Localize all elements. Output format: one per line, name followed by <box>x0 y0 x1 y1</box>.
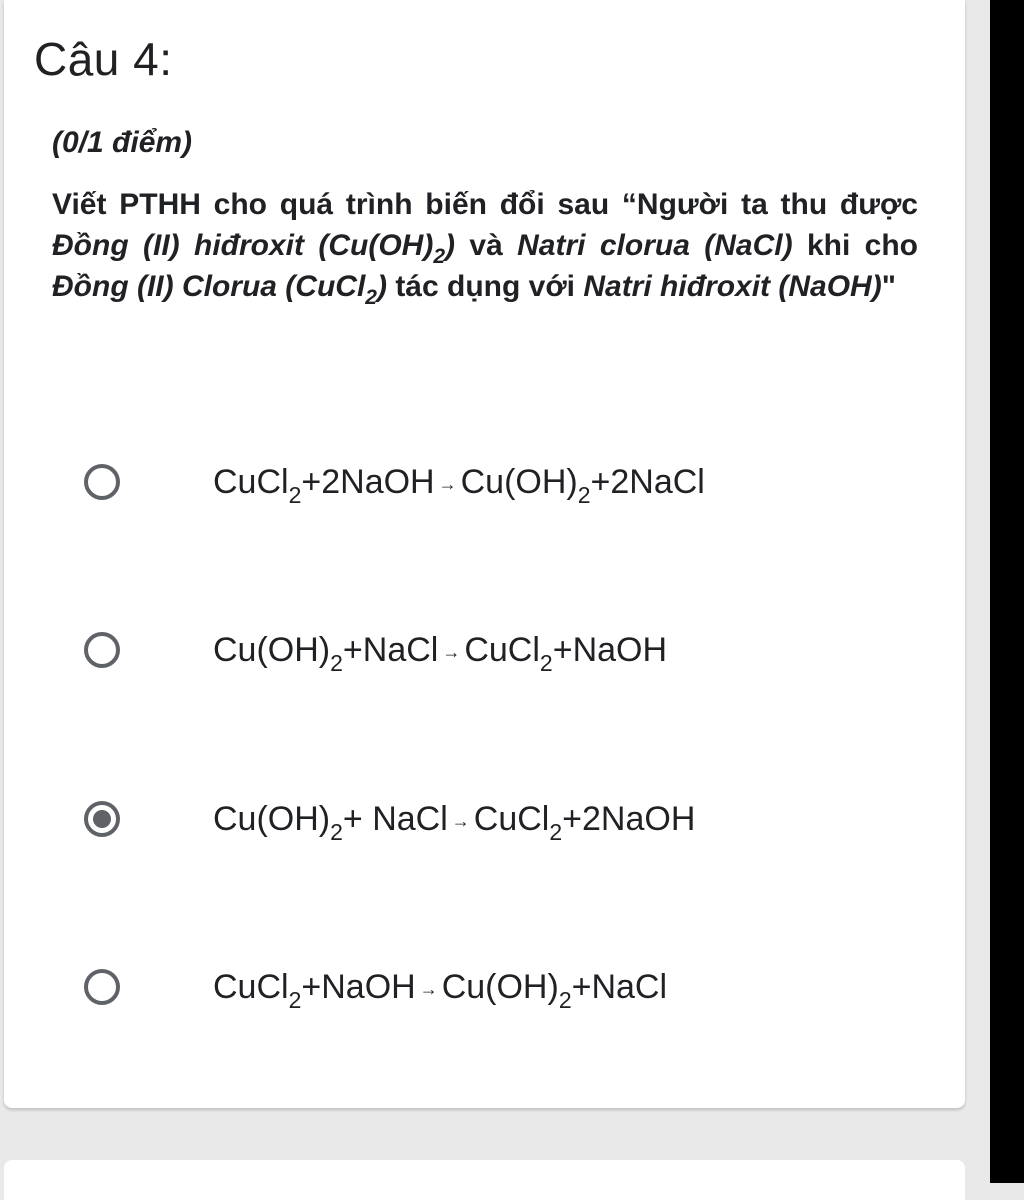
arrow-icon: → <box>438 473 457 494</box>
arrow-icon: → <box>451 810 470 831</box>
answer-option-label: CuCl$_2$+2NaOH → $Cu(OH)_2+2NaCl$ <box>213 462 705 508</box>
subscript: 2 <box>433 245 446 268</box>
question-card <box>4 0 965 1108</box>
question-text-part: ) <box>376 270 387 303</box>
answer-option-2[interactable] <box>84 626 667 674</box>
question-text-part <box>52 270 387 309</box>
answer-option-label: $Cu(OH)_2+NaCl$ → CuCl$_2$+NaOH <box>213 630 668 676</box>
question-text-part: Đồng (II) hiđroxit (Cu(OH) <box>52 229 434 262</box>
radio-button-icon[interactable] <box>84 464 120 500</box>
radio-button-selected-icon[interactable] <box>84 801 120 837</box>
question-text-part: khi cho <box>792 229 918 262</box>
question-text-part: Viết PTHH cho quá trình biến đổi sau “Người ta thu được <box>52 188 918 221</box>
next-question-card <box>4 1160 965 1200</box>
arrow-icon: → <box>419 978 438 999</box>
radio-button-icon[interactable] <box>84 632 120 668</box>
question-text <box>52 184 918 307</box>
answer-option-4[interactable] <box>84 963 667 1011</box>
question-text-part: Đồng (II) Clorua (CuCl <box>52 270 366 303</box>
radio-button-icon[interactable] <box>84 969 120 1005</box>
screen-edge <box>990 0 1024 1183</box>
answer-option-3[interactable] <box>84 795 695 843</box>
answer-option-label: CuCl$_2$+NaOH → $Cu(OH)_2+NaCl$ <box>213 967 668 1013</box>
question-text-part: Natri clorua (NaCl) <box>517 229 793 262</box>
question-text-part: tác dụng với <box>386 270 584 303</box>
question-text-part: " <box>881 270 896 303</box>
question-text-part: ) <box>445 229 456 262</box>
question-text-part <box>52 229 456 268</box>
question-title: Câu 4: <box>34 33 173 85</box>
question-points: (0/1 điểm) <box>52 126 193 159</box>
answer-option-1[interactable] <box>84 458 705 506</box>
answer-option-label: $Cu(OH)_2+$ NaCl → CuCl$_2$+2NaOH <box>213 799 696 845</box>
arrow-icon: → <box>442 641 461 662</box>
question-text-part: và <box>455 229 518 262</box>
subscript: 2 <box>365 286 377 309</box>
question-text-part: Natri hiđroxit (NaOH) <box>583 270 882 303</box>
